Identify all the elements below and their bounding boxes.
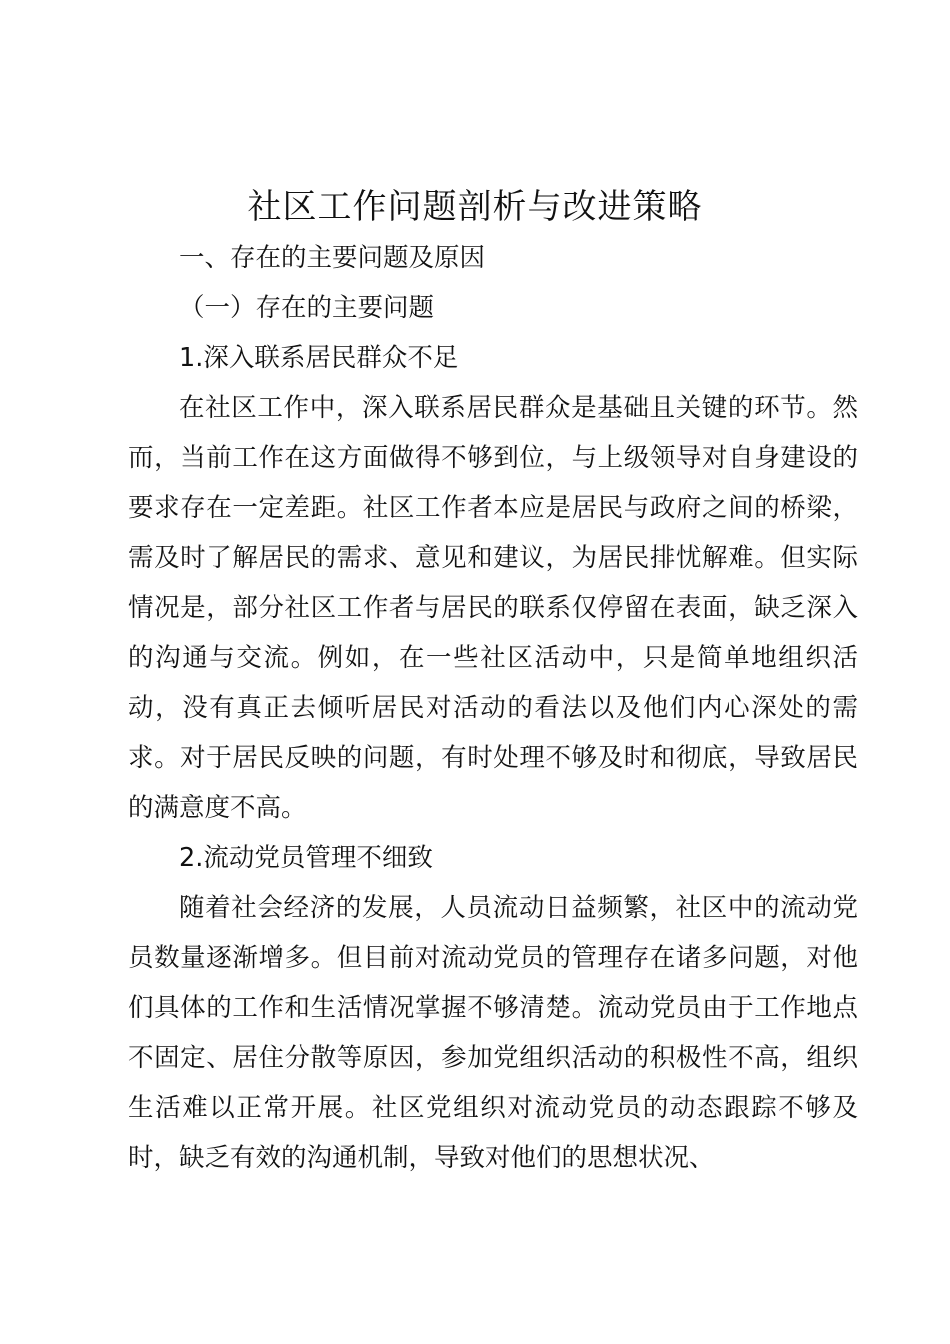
item-paragraph-2: 随着社会经济的发展，人员流动日益频繁，社区中的流动党员数量逐渐增多。但目前对流动党员的管理存在诸多问题，对他们具体的工作和生活情况掌握不够清楚。流动党员由于工作地点不固定、居住分散等原因，参加党组织活动的积极性不高，组织生活难以正常开展。社区党组织对流动党员的动态跟踪不够及时，缺乏有效的沟通机制，导致对他们的思想状况、 — [128, 893, 858, 1173]
subsection-heading: （一）存在的主要问题 — [179, 293, 435, 323]
section-heading: 一、存在的主要问题及原因 — [179, 243, 486, 273]
document-title: 社区工作问题剖析与改进策略 — [247, 187, 703, 227]
item-heading-1: 1.深入联系居民群众不足 — [179, 343, 459, 373]
item-heading-2: 2.流动党员管理不细致 — [179, 843, 433, 873]
document-body — [128, 233, 858, 1183]
item-paragraph-1: 在社区工作中，深入联系居民群众是基础且关键的环节。然而，当前工作在这方面做得不够到位，与上级领导对自身建设的要求存在一定差距。社区工作者本应是居民与政府之间的桥梁，需及时了解居民的需求、意见和建议，为居民排忧解难。但实际情况是，部分社区工作者与居民的联系仅停留在表面，缺乏深入的沟通与交流。例如，在一些社区活动中，只是简单地组织活动，没有真正去倾听居民对活动的看法以及他们内心深处的需求。对于居民反映的问题，有时处理不够及时和彻底，导致居民的满意度不高。 — [128, 393, 858, 823]
